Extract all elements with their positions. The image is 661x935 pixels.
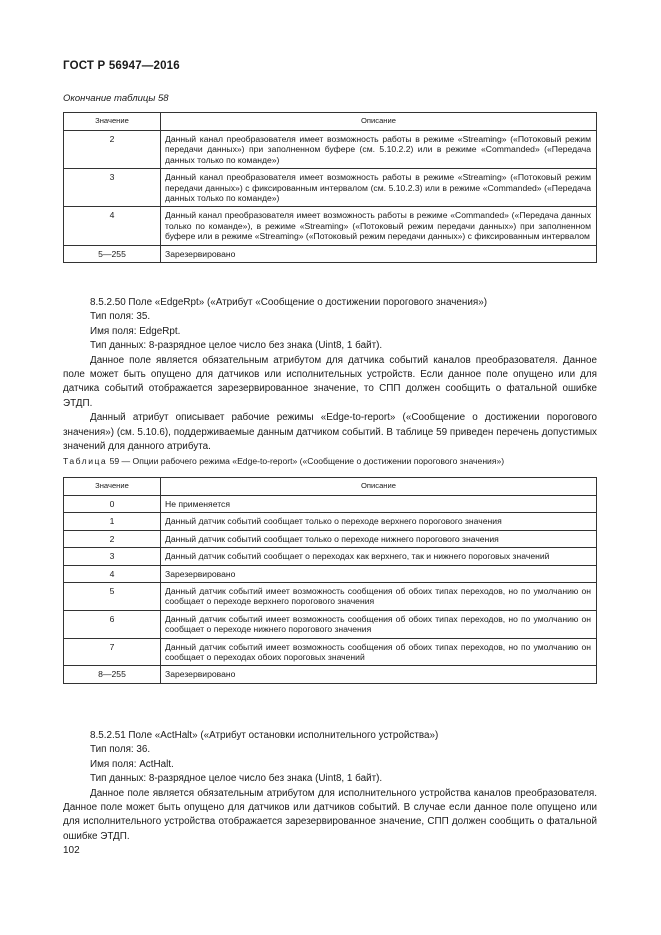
cell-description: Зарезервировано: [161, 565, 597, 582]
data-type: Тип данных: 8-разрядное целое число без знака (Uint8, 1 байт).: [90, 340, 383, 352]
table58-continuation-caption: Окончание таблицы 58: [63, 93, 169, 104]
cell-value: 3: [64, 169, 161, 207]
section-8-5-2-51: [63, 729, 597, 844]
cell-value: 7: [64, 638, 161, 666]
data-type: Тип данных: 8-разрядное целое число без знака (Uint8, 1 байт).: [90, 773, 383, 785]
table-row: [64, 207, 597, 245]
field-type: Тип поля: 36.: [90, 744, 151, 756]
table59-caption: [63, 456, 504, 466]
field-type: Тип поля: 35.: [90, 311, 151, 323]
cell-description: Зарезервировано: [161, 245, 597, 262]
table-label: Таблица: [63, 456, 108, 466]
table-row: [64, 610, 597, 638]
table-row: [64, 530, 597, 547]
table-row: [64, 666, 597, 683]
table-59: [63, 477, 597, 684]
cell-value: 5—255: [64, 245, 161, 262]
field-name: Имя поля: EdgeRpt.: [90, 325, 181, 337]
section-8-5-2-50: [63, 296, 597, 454]
cell-value: 2: [64, 530, 161, 547]
paragraph: Данное поле является обязательным атрибутом для датчика событий каналов преобразователя. Данное поле может быть опущено для датчиков или исполнительных устройств. Если данное поле опущено или для датчика событий отображается зарезервированное значение, то СПП должен сообщить о фатальной ошибке ЭТДП.: [63, 354, 597, 409]
table-row: [64, 548, 597, 565]
table-row: [64, 638, 597, 666]
cell-value: 4: [64, 207, 161, 245]
cell-description: Данный датчик событий имеет возможность сообщения об обоих типах переходов, но по умолчанию он сообщает о переходе нижнего порогового значения: [161, 610, 597, 638]
table-row: [64, 565, 597, 582]
cell-value: 0: [64, 496, 161, 513]
cell-description: Не применяется: [161, 496, 597, 513]
paragraph: Данный атрибут описывает рабочие режимы «Edge-to-report» («Сообщение о достижении порогового значения») (см. 5.10.6), поддерживаемые данным датчиком событий. В таблице 59 приведен перечень допустимых значений для данного атрибута.: [63, 412, 597, 453]
column-header-value: Значение: [64, 113, 161, 131]
table-row: [64, 245, 597, 262]
cell-description: Данный датчик событий сообщает о переходах как верхнего, так и нижнего пороговых значений: [161, 548, 597, 565]
cell-value: 8—255: [64, 666, 161, 683]
cell-value: 2: [64, 131, 161, 169]
column-header-value: Значение: [64, 478, 161, 496]
field-name: Имя поля: ActHalt.: [90, 758, 174, 770]
paragraph: Данное поле является обязательным атрибутом для исполнительного устройства каналов преобразователя. Данное поле может быть опущено для датчиков или датчиков событий. В случае если данное поле опущено или для исполнительного устройства отображается зарезервированное значение, СПП должен сообщить о фатальной ошибке ЭТДП.: [63, 787, 597, 842]
table-row: [64, 131, 597, 169]
column-header-description: Описание: [161, 478, 597, 496]
table-row: [64, 513, 597, 530]
cell-description: Данный датчик событий имеет возможность сообщения об обоих типах переходов, но по умолчанию он сообщает о переходе верхнего порогового значения: [161, 583, 597, 611]
document-header: ГОСТ Р 56947—2016: [63, 60, 180, 72]
column-header-description: Описание: [161, 113, 597, 131]
cell-value: 6: [64, 610, 161, 638]
cell-description: Зарезервировано: [161, 666, 597, 683]
table-caption-text: 59 — Опции рабочего режима «Edge-to-report» («Сообщение о достижении порогового значения»): [107, 456, 505, 466]
cell-value: 4: [64, 565, 161, 582]
cell-description: Данный канал преобразователя имеет возможность работы в режиме «Streaming» («Потоковый режим передачи данных») с фиксированным интервалом (см. 5.10.2.3) или в режиме «Commanded» («Передача данных только по команде»): [161, 169, 597, 207]
cell-value: 5: [64, 583, 161, 611]
section-heading: 8.5.2.51 Поле «ActHalt» («Атрибут остановки исполнительного устройства»): [90, 730, 439, 741]
cell-description: Данный датчик событий сообщает только о переходе верхнего порогового значения: [161, 513, 597, 530]
cell-description: Данный датчик событий имеет возможность сообщения об обоих типах переходов, но по умолчанию он сообщает о переходах обоих пороговых значений: [161, 638, 597, 666]
cell-description: Данный канал преобразователя имеет возможность работы в режиме «Commanded» («Передача данных только по команде»), в режиме «Streaming» («Потоковый режим передачи данных») при заполненном буфере или в режиме «Streaming» («Потоковый режим передачи данных») с фиксированным интервалом: [161, 207, 597, 245]
table-row: [64, 583, 597, 611]
cell-value: 3: [64, 548, 161, 565]
table-header-row: [64, 113, 597, 131]
cell-description: Данный датчик событий сообщает только о переходе нижнего порогового значения: [161, 530, 597, 547]
section-heading: 8.5.2.50 Поле «EdgeRpt» («Атрибут «Сообщение о достижении порогового значения»): [90, 297, 487, 308]
cell-value: 1: [64, 513, 161, 530]
table-header-row: [64, 478, 597, 496]
table-58-end: [63, 112, 597, 263]
table-row: [64, 169, 597, 207]
cell-description: Данный канал преобразователя имеет возможность работы в режиме «Streaming» («Потоковый режим передачи данных») при заполненном буфере (см. 5.10.2.2) или в режиме «Commanded» («Передача данных только по команде»): [161, 131, 597, 169]
table-row: [64, 496, 597, 513]
page-number: 102: [63, 845, 80, 856]
